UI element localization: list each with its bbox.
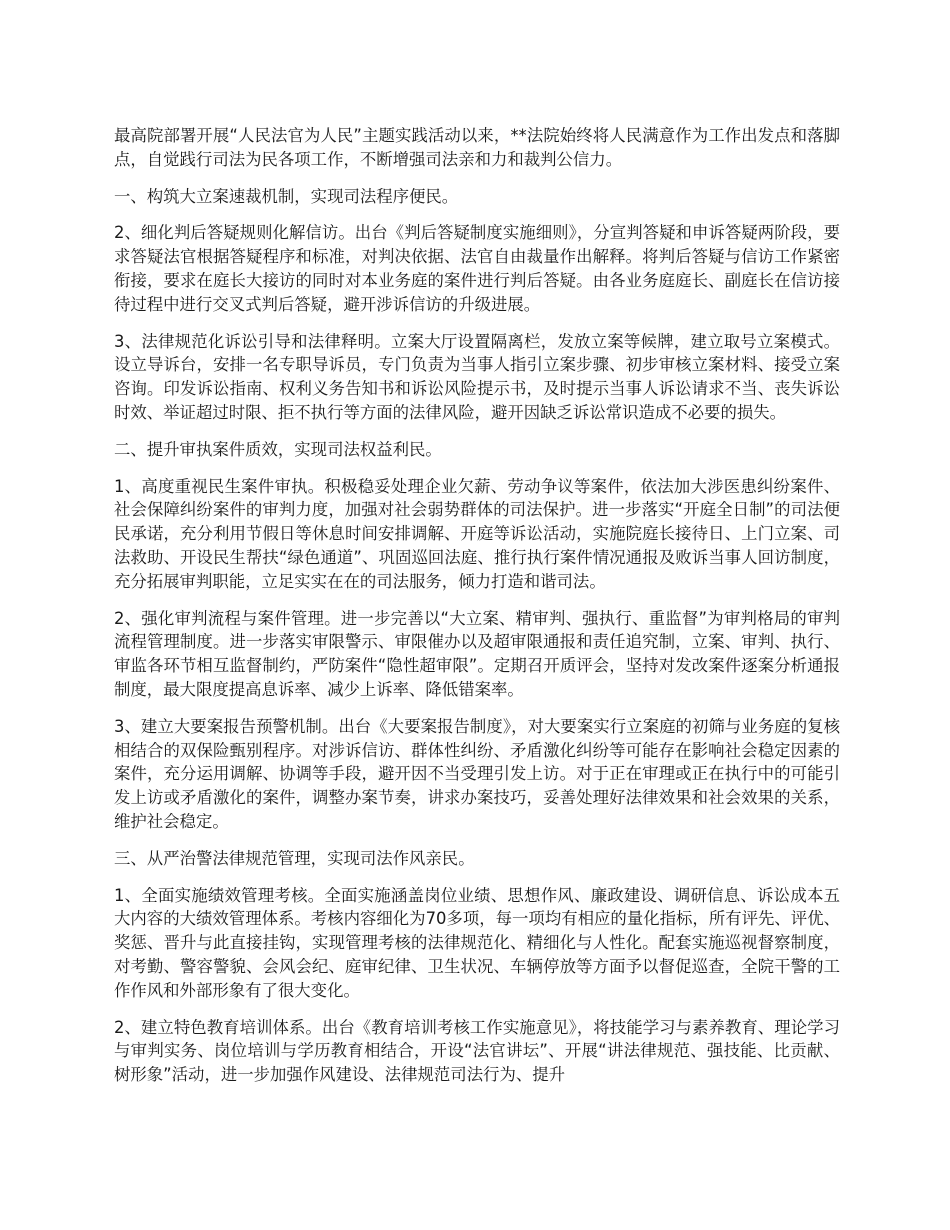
paragraph-intro: 最高院部署开展“人民法官为人民”主题实践活动以来，**法院始终将人民满意作为工作出发点和落脚点，自觉践行司法为民各项工作，不断增强司法亲和力和裁判公信力。	[114, 126, 840, 169]
paragraph-3-2: 2、建立特色教育培训体系。出台《教育培训考核工作实施意见》，将技能学习与素养教育、理论学习与审判实务、岗位培训与学历教育相结合，开设“法官讲坛”、开展“讲法律规范、强技能、比贡献、树形象”活动，进一步加强作风建设、法律规范司法行为、提升	[114, 1017, 840, 1085]
document-body	[114, 124, 840, 1100]
paragraph-2-3: 3、建立大要案报告预警机制。出台《大要案报告制度》，对大要案实行立案庭的初筛与业务庭的复核相结合的双保险甄别程序。对涉诉信访、群体性纠纷、矛盾激化纠纷等可能存在影响社会稳定因素的案件，充分运用调解、协调等手段，避开因不当受理引发上访。对于正在审理或正在执行中的可能引发上访或矛盾激化的案件，调整办案节奏，讲求办案技巧，妥善处理好法律效果和社会效果的关系，维护社会稳定。	[114, 716, 840, 831]
paragraph-1-2: 2、细化判后答疑规则化解信访。出台《判后答疑制度实施细则》，分宣判答疑和申诉答疑两阶段，要求答疑法官根据答疑程序和标准，对判决依据、法官自由裁量作出解释。将判后答疑与信访工作紧密衔接，要求在庭长大接访的同时对本业务庭的案件进行判后答疑。由各业务庭庭长、副庭长在信访接待过程中进行交叉式判后答疑，避开涉诉信访的升级进展。	[114, 223, 840, 314]
paragraph-3-1: 1、全面实施绩效管理考核。全面实施涵盖岗位业绩、思想作风、廉政建设、调研信息、诉讼成本五大内容的大绩效管理体系。考核内容细化为70多项，每一项均有相应的量化指标，所有评先、评优、奖惩、晋升与此直接挂钩，实现管理考核的法律规范化、精细化与人性化。配套实施巡视督察制度，对考勤、警容警貌、会风会纪、庭审纪律、卫生状况、车辆停放等方面予以督促巡查，全院干警的工作作风和外部形象有了很大变化。	[114, 885, 840, 1000]
section-heading-1: 一、构筑大立案速裁机制，实现司法程序便民。	[114, 186, 459, 206]
section-heading-2: 二、提升审执案件质效，实现司法权益利民。	[114, 439, 442, 459]
paragraph-2-2: 2、强化审判流程与案件管理。进一步完善以“大立案、精审判、强执行、重监督”为审判格局的审判流程管理制度。进一步落实审限警示、审限催办以及超审限通报和责任追究制，立案、审判、执行、审监各环节相互监督制约，严防案件“隐性超审限”。定期召开质评会，坚持对发改案件逐案分析通报制度，最大限度提高息诉率、减少上诉率、降低错案率。	[114, 608, 840, 699]
paragraph-2-1: 1、高度重视民生案件审执。积极稳妥处理企业欠薪、劳动争议等案件，依法加大涉医患纠纷案件、社会保障纠纷案件的审判力度，加强对社会弱势群体的司法保护。进一步落实“开庭全日制”的司法便民承诺，充分利用节假日等休息时间安排调解、开庭等诉讼活动，实施院庭长接待日、上门立案、司法救助、开设民生帮扶“绿色通道”、巩固巡回法庭、推行执行案件情况通报及败诉当事人回访制度，充分拓展审判职能，立足实实在在的司法服务，倾力打造和谐司法。	[114, 476, 840, 591]
section-heading-3: 三、从严治警法律规范管理，实现司法作风亲民。	[114, 848, 475, 868]
paragraph-1-3: 3、法律规范化诉讼引导和法律释明。立案大厅设置隔离栏，发放立案等候牌，建立取号立案模式。设立导诉台，安排一名专职导诉员，专门负责为当事人指引立案步骤、初步审核立案材料、接受立案咨询。印发诉讼指南、权利义务告知书和诉讼风险提示书，及时提示当事人诉讼请求不当、丧失诉讼时效、举证超过时限、拒不执行等方面的法律风险，避开因缺乏诉讼常识造成不必要的损失。	[114, 331, 840, 422]
